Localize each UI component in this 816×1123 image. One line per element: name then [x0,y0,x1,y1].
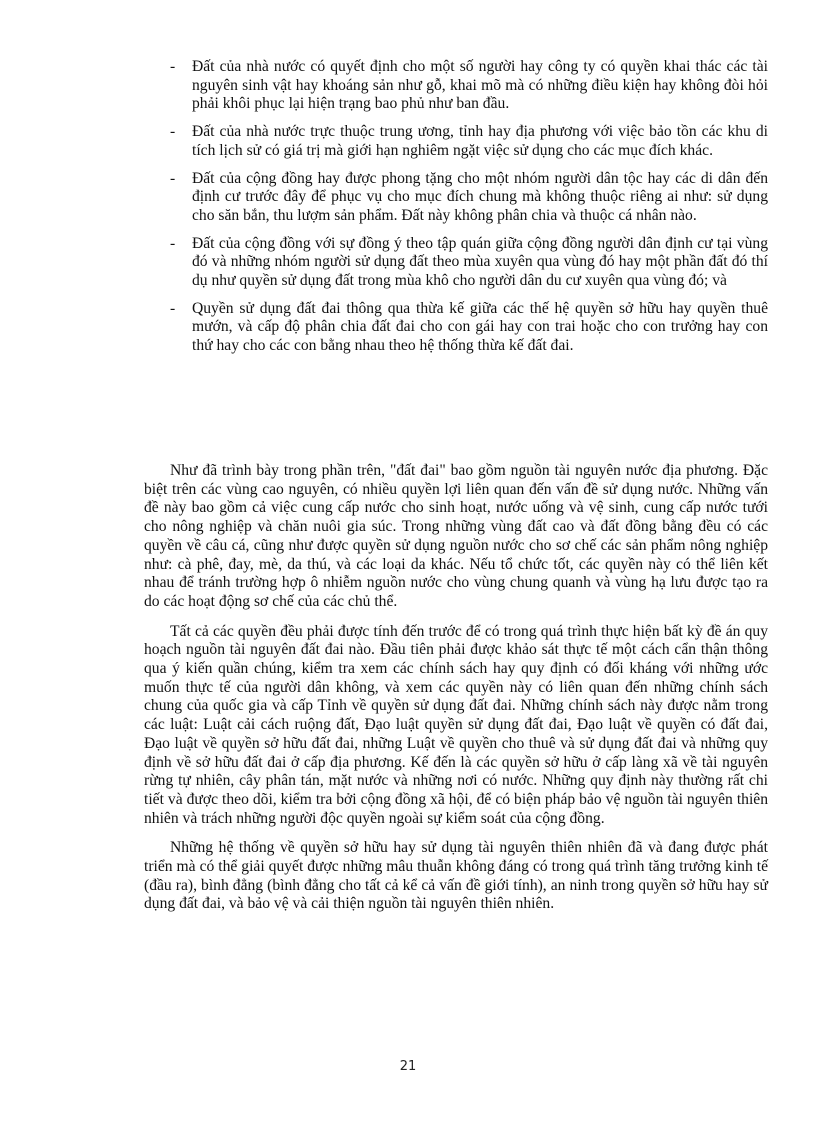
paragraph-rights-systems: Những hệ thống về quyền sở hữu hay sử dụng tài nguyên thiên nhiên đã và đang được phát triển mà có thể giải quyết được những mâu thuẫn không đáng có trong quá trình tăng trưởng kinh tế (đầu ra), bình đẳng (bình đẳng cho tất cả kể cả vấn đề giới tính), an ninh trong quyền sở hữu hay sử dụng đất đai, và bảo vệ và cải thiện nguồn tài nguyên thiên nhiên. [144,839,768,913]
bullet-dash: - [170,58,176,75]
paragraph-rights-survey: Tất cả các quyền đều phải được tính đến trước để có trong quá trình thực hiện bất kỳ đề án quy hoạch nguồn tài nguyên đất đai nào. Đầu tiên phải được khảo sát thực tế một cách cẩn thận thông qua ý kiến quần chúng, kiểm tra xem các chính sách hay quy định có đối kháng với những ước muốn thực tế của người dân không, và xem các quyền này có liên quan đến những chính sách chung của quốc gia và cấp Tỉnh về quyền sử dụng đất đai. Những chính sách này được nằm trong các luật: Luật cải cách ruộng đất, Đạo luật quyền sử dụng đất đai, Đạo luật về quyền có đất đai, Đạo luật về quyền sở hữu đất đai, những Luật về quyền cho thuê và sử dụng đất đai và những quy định về sở hữu đất đai ở cấp địa phương. Kế đến là các quyền sở hữu ở cấp làng xã về tài nguyên rừng tự nhiên, cây phân tán, mặt nước và những nơi có nước. Những quy định này thường rất chi tiết và được theo dõi, kiểm tra bởi cộng đồng xã hội, để có biện pháp bảo vệ nguồn tài nguyên thiên nhiên và trách những người độc quyền ngoài sự kiểm soát của cộng đồng. [144,622,768,827]
bullet-text: Quyền sử dụng đất đai thông qua thừa kế giữa các thế hệ quyền sở hữu hay quyền thuê mướn, và cấp độ phân chia đất đai cho con gái hay con trai hoặc cho con trưởng hay con thứ hay cho các con bằng nhau theo hệ thống thừa kế đất đai. [192,299,768,355]
bullet-dash: - [170,299,176,317]
paragraph-water-rights: Như đã trình bày trong phần trên, "đất đai" bao gồm nguồn tài nguyên nước địa phương. Đặc biệt trên các vùng cao nguyên, có nhiều quyền lợi liên quan đến vấn đề sử dụng nước. Những vấn đề này bao gồm cả việc cung cấp nước cho sinh hoạt, nước uống và vệ sinh, cung cấp nước tưới cho nông nghiệp và chăn nuôi gia súc. Trong những vùng đất cao và đất đồng bằng đều có các quyền về câu cá, cũng như được quyền sử dụng nguồn nước cho sơ chế các sản phẩm nông nghiệp như: cà phê, đay, mè, da thú, và các loại da khác. Nếu tổ chức tốt, các quyền này có thể liên kết nhau để tránh trường hợp ô nhiễm nguồn nước cho vùng chung quanh và vùng hạ lưu được tạo ra do các hoạt động sơ chế của các chủ thể. [144,462,768,610]
bullet-dash: - [170,169,176,187]
body-text [144,462,768,925]
bullet-text: Đất của cộng đồng với sự đồng ý theo tập quán giữa cộng đồng người dân định cư tại vùng đó và những nhóm người sử dụng đất theo mùa xuyên qua vùng đó hay một phần đất đó thí dụ như quyền sử dụng đất trong mùa khô cho người dân du cư xuyên qua vùng đó; và [192,234,768,290]
bullet-text: Đất của nhà nước trực thuộc trung ương, tỉnh hay địa phương với việc bảo tồn các khu di tích lịch sử có giá trị mà giới hạn nghiêm ngặt việc sử dụng cho các mục đích khác. [192,123,768,159]
bullet-list [170,58,768,365]
bullet-text: Đất của cộng đồng hay được phong tặng cho một nhóm người dân tộc hay các di dân đến định cư trước đây để phục vụ cho mục đích chung mà không thuộc riêng ai như: sử dụng cho săn bắn, thu lượm sản phẩm. Đất này không phân chia và thuộc cá nhân nào. [192,169,768,224]
bullet-item [170,170,768,226]
bullet-item [170,58,768,114]
bullet-item [170,235,768,291]
bullet-item [170,123,768,160]
bullet-item [170,300,768,356]
bullet-dash: - [170,234,176,252]
bullet-dash: - [170,123,176,141]
page-number: 21 [399,1059,417,1074]
bullet-text: Đất của nhà nước có quyết định cho một số người hay công ty có quyền khai thác các tài nguyên sinh vật hay khoáng sản như gỗ, khai mõ mà có những điều kiện hay không đòi hỏi phải khôi phục lại hiện trạng bao phủ như ban đầu. [192,58,768,113]
